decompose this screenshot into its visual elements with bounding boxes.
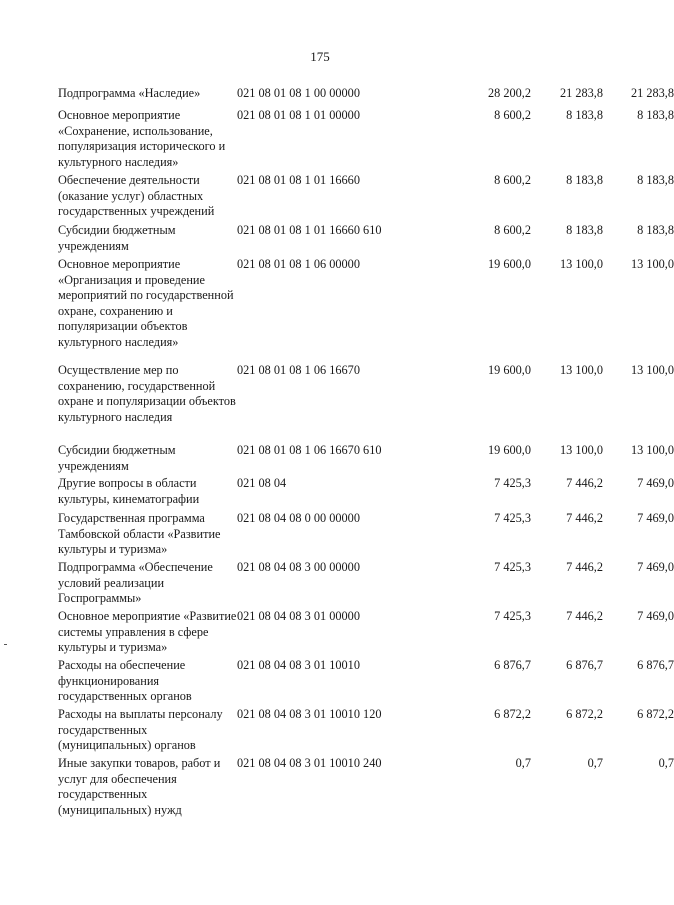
table-row	[58, 707, 674, 756]
row-name: Основное мероприятие «Организация и проведение мероприятий по государственной охране, сохранению и популяризации объектов культурного наследия»	[58, 257, 234, 349]
row-amount-3: 8 183,8	[637, 173, 674, 187]
row-amount-3: 8 183,8	[637, 223, 674, 237]
page-number: 175	[310, 49, 330, 64]
row-name: Обеспечение деятельности (оказание услуг) областных государственных учреждений	[58, 173, 215, 218]
row-amount-1: 7 425,3	[494, 476, 531, 490]
row-amount-1: 7 425,3	[494, 511, 531, 525]
row-amount-3: 7 469,0	[637, 560, 674, 574]
row-code: 021 08 01 08 1 01 16660	[237, 173, 360, 187]
row-amount-1: 8 600,2	[494, 223, 531, 237]
row-code: 021 08 04 08 3 01 00000	[237, 609, 360, 623]
row-amount-3: 6 876,7	[637, 658, 674, 672]
row-code: 021 08 04 08 3 01 10010 120	[237, 707, 382, 721]
row-amount-1: 8 600,2	[494, 173, 531, 187]
row-name: Расходы на обеспечение функционирования государственных органов	[58, 658, 192, 703]
row-name: Подпрограмма «Обеспечение условий реализации Госпрограммы»	[58, 560, 213, 605]
row-name: Основное мероприятие «Развитие системы управления в сфере культуры и туризма»	[58, 609, 237, 654]
row-amount-3: 0,7	[658, 756, 674, 770]
row-code: 021 08 01 08 1 06 00000	[237, 257, 360, 271]
row-amount-2: 6 876,7	[566, 658, 603, 672]
margin-mark	[4, 644, 7, 645]
row-amount-1: 8 600,2	[494, 108, 531, 122]
row-amount-3: 8 183,8	[637, 108, 674, 122]
row-amount-2: 21 283,8	[559, 86, 603, 100]
row-amount-3: 13 100,0	[630, 443, 674, 457]
row-amount-2: 13 100,0	[559, 363, 603, 377]
row-amount-1: 19 600,0	[487, 257, 531, 271]
row-amount-2: 8 183,8	[566, 108, 603, 122]
row-amount-1: 7 425,3	[494, 560, 531, 574]
row-amount-1: 19 600,0	[487, 443, 531, 457]
row-amount-2: 0,7	[587, 756, 603, 770]
row-code: 021 08 01 08 1 01 00000	[237, 108, 360, 122]
row-name: Расходы на выплаты персоналу государственных (муниципальных) органов	[58, 707, 223, 752]
row-amount-3: 6 872,2	[637, 707, 674, 721]
row-code: 021 08 01 08 1 06 16670	[237, 363, 360, 377]
row-amount-3: 7 469,0	[637, 476, 674, 490]
row-code: 021 08 04 08 3 01 10010 240	[237, 756, 382, 770]
row-amount-2: 8 183,8	[566, 173, 603, 187]
row-code: 021 08 01 08 1 00 00000	[237, 86, 360, 100]
row-amount-3: 7 469,0	[637, 511, 674, 525]
row-amount-2: 7 446,2	[566, 609, 603, 623]
table-row	[58, 511, 674, 560]
table-row	[58, 223, 674, 257]
row-code: 021 08 04 08 0 00 00000	[237, 511, 360, 525]
row-code: 021 08 01 08 1 01 16660 610	[237, 223, 382, 237]
table-row	[58, 756, 674, 822]
row-amount-3: 13 100,0	[630, 257, 674, 271]
row-name: Другие вопросы в области культуры, кинематографии	[58, 476, 200, 506]
table-row	[58, 476, 674, 511]
table-row	[58, 173, 674, 223]
table-row	[58, 560, 674, 609]
row-amount-2: 7 446,2	[566, 511, 603, 525]
row-amount-1: 19 600,0	[487, 363, 531, 377]
row-amount-2: 7 446,2	[566, 560, 603, 574]
row-amount-2: 8 183,8	[566, 223, 603, 237]
row-amount-2: 7 446,2	[566, 476, 603, 490]
row-name: Субсидии бюджетным учреждениям	[58, 443, 176, 473]
row-name: Субсидии бюджетным учреждениям	[58, 223, 176, 253]
row-code: 021 08 04 08 3 01 10010	[237, 658, 360, 672]
row-name: Подпрограмма «Наследие»	[58, 86, 201, 100]
table-row	[58, 443, 674, 476]
row-name: Основное мероприятие «Сохранение, использование, популяризация исторического и культурного наследия»	[58, 108, 226, 169]
row-amount-1: 6 872,2	[494, 707, 531, 721]
row-code: 021 08 04	[237, 476, 287, 490]
row-amount-3: 7 469,0	[637, 609, 674, 623]
row-amount-1: 6 876,7	[494, 658, 531, 672]
row-amount-2: 6 872,2	[566, 707, 603, 721]
row-amount-2: 13 100,0	[559, 443, 603, 457]
row-amount-1: 0,7	[515, 756, 531, 770]
table-row	[58, 658, 674, 707]
table-row	[58, 257, 674, 363]
table-row	[58, 108, 674, 173]
table-row	[58, 86, 674, 108]
table-row	[58, 363, 674, 443]
budget-table	[58, 86, 674, 822]
row-amount-3: 13 100,0	[630, 363, 674, 377]
row-code: 021 08 04 08 3 00 00000	[237, 560, 360, 574]
row-amount-1: 28 200,2	[487, 86, 531, 100]
row-name: Иные закупки товаров, работ и услуг для обеспечения государственных (муниципальных) нужд	[58, 756, 221, 817]
row-name: Осуществление мер по сохранению, государственной охране и популяризации объектов культурного наследия	[58, 363, 236, 424]
row-amount-2: 13 100,0	[559, 257, 603, 271]
table-row	[58, 609, 674, 658]
row-amount-1: 7 425,3	[494, 609, 531, 623]
row-code: 021 08 01 08 1 06 16670 610	[237, 443, 382, 457]
row-amount-3: 21 283,8	[630, 86, 674, 100]
row-name: Государственная программа Тамбовской области «Развитие культуры и туризма»	[58, 511, 221, 556]
